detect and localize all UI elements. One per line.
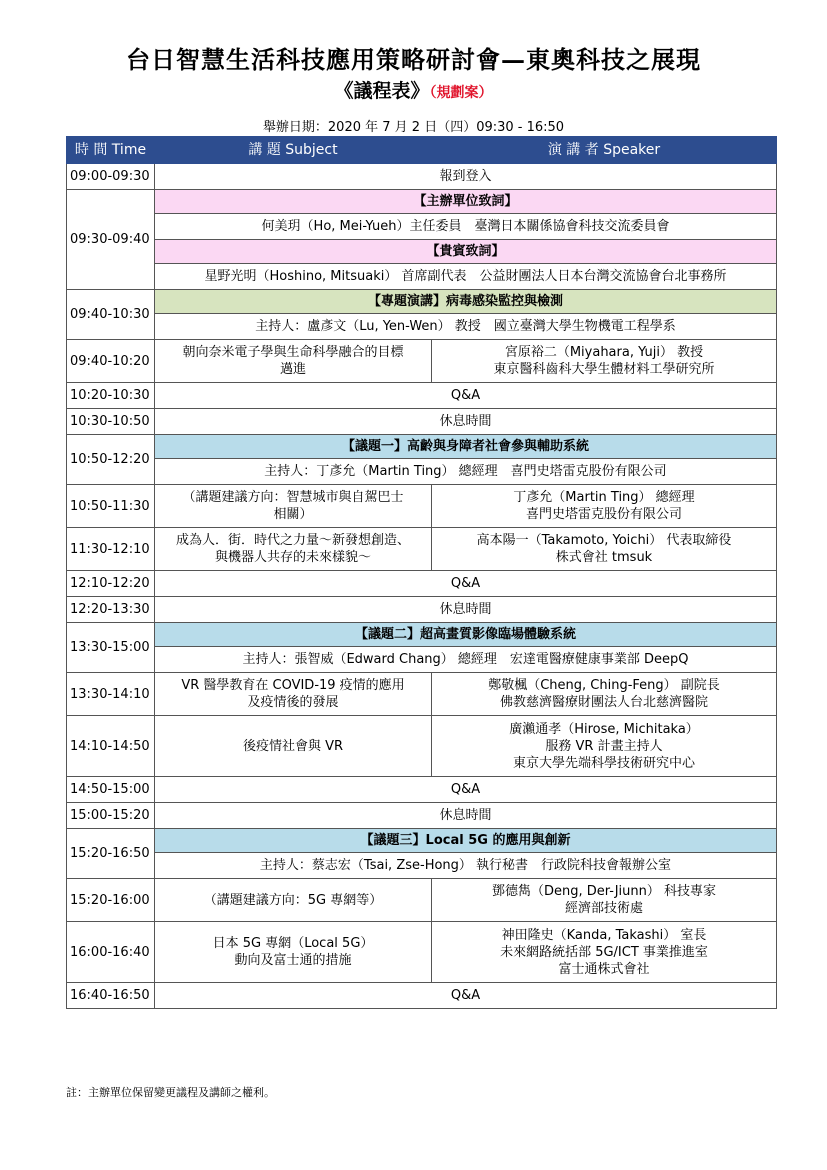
session-host: 主持人：蔡志宏（Tsai, Zse-Hong） 執行秘書 行政院科技會報辦公室	[155, 853, 777, 879]
speaker-line: 未來網路統括部 5G/ICT 事業推進室	[500, 944, 708, 960]
row-text: 休息時間	[155, 597, 777, 623]
speaker-line: 丁彥允（Martin Ting） 總經理	[513, 490, 695, 505]
subject-line: 朝向奈米電子學與生命科學融合的目標	[182, 345, 404, 360]
row-time: 15:00-15:20	[67, 803, 155, 829]
table-row	[67, 240, 777, 264]
row-text: 休息時間	[155, 803, 777, 829]
speaker-line: 鄭敬楓（Cheng, Ching-Feng） 副院長	[488, 678, 720, 693]
row-time: 15:20-16:00	[67, 879, 155, 922]
row-text: Q&A	[155, 571, 777, 597]
table-row	[67, 716, 777, 777]
header-subject: 講 題 Subject	[155, 137, 432, 164]
speaker-line: 服務 VR 計畫主持人	[545, 738, 663, 754]
speaker-line: 高本陽一（Takamoto, Yoichi） 代表取締役	[476, 533, 732, 548]
session-host: 主持人：張智威（Edward Chang） 總經理 宏達電醫療健康事業部 DeepQ	[155, 647, 777, 673]
row-time: 10:50-11:30	[67, 485, 155, 528]
session-header: 【議題二】超高畫質影像臨場體驗系統	[155, 623, 777, 647]
table-row	[67, 777, 777, 803]
row-subject	[155, 673, 432, 716]
row-speaker	[432, 922, 777, 983]
row-time: 09:30-09:40	[67, 190, 155, 290]
agenda-table	[66, 136, 777, 1009]
row-text: Q&A	[155, 983, 777, 1009]
row-text: 何美玥（Ho, Mei-Yueh）主任委員 臺灣日本關係協會科技交流委員會	[155, 214, 777, 240]
table-row	[67, 340, 777, 383]
speaker-line: 東京大學先端科學技術研究中心	[512, 755, 695, 771]
row-time: 10:30-10:50	[67, 409, 155, 435]
row-speaker	[432, 879, 777, 922]
row-text: 休息時間	[155, 409, 777, 435]
subject-line: 日本 5G 專網（Local 5G）	[212, 936, 374, 951]
subject-line: VR 醫學教育在 COVID-19 疫情的應用	[181, 678, 405, 693]
subject-line: 動向及富士通的措施	[234, 953, 352, 968]
table-row	[67, 409, 777, 435]
row-time: 15:20-16:50	[67, 829, 155, 879]
table-row	[67, 853, 777, 879]
table-header-row	[67, 137, 777, 164]
table-row	[67, 485, 777, 528]
row-text: Q&A	[155, 383, 777, 409]
table-row	[67, 803, 777, 829]
session-header: 【專題演講】病毒感染監控與檢測	[155, 290, 777, 314]
row-time: 13:30-15:00	[67, 623, 155, 673]
speaker-line: 株式會社 tmsuk	[555, 550, 653, 565]
row-time: 09:40-10:20	[67, 340, 155, 383]
table-row	[67, 459, 777, 485]
row-time: 14:50-15:00	[67, 777, 155, 803]
event-date: 舉辦日期：2020 年 7 月 2 日（四）09:30 - 16:50	[262, 120, 565, 135]
header-time: 時 間 Time	[67, 137, 155, 164]
row-time: 13:30-14:10	[67, 673, 155, 716]
session-header: 【貴賓致詞】	[155, 240, 777, 264]
row-time: 12:20-13:30	[67, 597, 155, 623]
row-speaker	[432, 716, 777, 777]
table-row	[67, 597, 777, 623]
row-subject	[155, 485, 432, 528]
row-subject	[155, 922, 432, 983]
row-text: 報到登入	[155, 164, 777, 190]
session-host: 主持人：丁彥允（Martin Ting） 總經理 喜門史塔雷克股份有限公司	[155, 459, 777, 485]
speaker-line: 富士通株式會社	[558, 961, 650, 977]
table-row	[67, 214, 777, 240]
row-subject	[155, 340, 432, 383]
subject-line: 與機器人共存的未來樣貌～	[214, 550, 371, 565]
speaker-line: 經濟部技術處	[564, 901, 643, 916]
table-row	[67, 922, 777, 983]
subject-line: 成為人．街．時代之力量～新發想創造、	[175, 533, 410, 548]
page-subtitle	[0, 76, 827, 103]
row-text: Q&A	[155, 777, 777, 803]
speaker-line: 東京醫科齒科大學生體材料工學研究所	[493, 362, 715, 377]
row-time: 09:40-10:30	[67, 290, 155, 340]
row-time: 10:20-10:30	[67, 383, 155, 409]
speaker-line: 宮原裕二（Miyahara, Yuji） 教授	[504, 345, 704, 360]
table-row	[67, 983, 777, 1009]
row-speaker	[432, 340, 777, 383]
table-row	[67, 879, 777, 922]
row-subject	[155, 528, 432, 571]
header-speaker: 演 講 者 Speaker	[432, 137, 777, 164]
table-row	[67, 383, 777, 409]
table-row	[67, 435, 777, 459]
table-row	[67, 623, 777, 647]
row-subject: （講題建議方向：5G 專網等）	[155, 879, 432, 922]
speaker-line: 鄧德雋（Deng, Der-Jiunn） 科技專家	[492, 884, 716, 899]
table-row	[67, 264, 777, 290]
session-host: 主持人：盧彥文（Lu, Yen-Wen） 教授 國立臺灣大學生物機電工程學系	[155, 314, 777, 340]
speaker-line: 佛教慈濟醫療財團法人台北慈濟醫院	[499, 695, 708, 710]
session-header: 【議題一】高齡與身障者社會參與輔助系統	[155, 435, 777, 459]
subject-line: （講題建議方向：智慧城市與自駕巴士	[182, 490, 404, 505]
footnote: 註：主辦單位保留變更議程及講師之權利。	[66, 1086, 275, 1099]
row-speaker	[432, 485, 777, 528]
table-row	[67, 829, 777, 853]
draft-label: （規劃案）	[429, 85, 493, 101]
row-time: 12:10-12:20	[67, 571, 155, 597]
subject-line: 及疫情後的發展	[247, 695, 339, 710]
table-row	[67, 571, 777, 597]
table-row	[67, 314, 777, 340]
subtitle-main: 《議程表》	[334, 80, 430, 102]
session-header: 【主辦單位致詞】	[155, 190, 777, 214]
speaker-line: 喜門史塔雷克股份有限公司	[525, 507, 682, 522]
session-header: 【議題三】Local 5G 的應用與創新	[155, 829, 777, 853]
row-speaker	[432, 528, 777, 571]
row-time: 11:30-12:10	[67, 528, 155, 571]
table-row	[67, 190, 777, 214]
table-row	[67, 647, 777, 673]
table-row	[67, 673, 777, 716]
row-time: 14:10-14:50	[67, 716, 155, 777]
table-row	[67, 164, 777, 190]
row-time: 16:00-16:40	[67, 922, 155, 983]
page-title: 台日智慧生活科技應用策略研討會—東奧科技之展現	[126, 45, 701, 74]
row-time: 09:00-09:30	[67, 164, 155, 190]
row-speaker	[432, 673, 777, 716]
row-text: 星野光明（Hoshino, Mitsuaki） 首席副代表 公益財團法人日本台灣交流協會台北事務所	[155, 264, 777, 290]
table-row	[67, 528, 777, 571]
row-subject: 後疫情社會與 VR	[155, 716, 432, 777]
row-time: 16:40-16:50	[67, 983, 155, 1009]
row-time: 10:50-12:20	[67, 435, 155, 485]
speaker-line: 神田隆史（Kanda, Takashi） 室長	[501, 927, 707, 943]
subject-line: 邁進	[279, 362, 306, 377]
subject-line: 相關）	[273, 507, 313, 522]
table-row	[67, 290, 777, 314]
speaker-line: 廣瀨通孝（Hirose, Michitaka）	[509, 721, 699, 737]
